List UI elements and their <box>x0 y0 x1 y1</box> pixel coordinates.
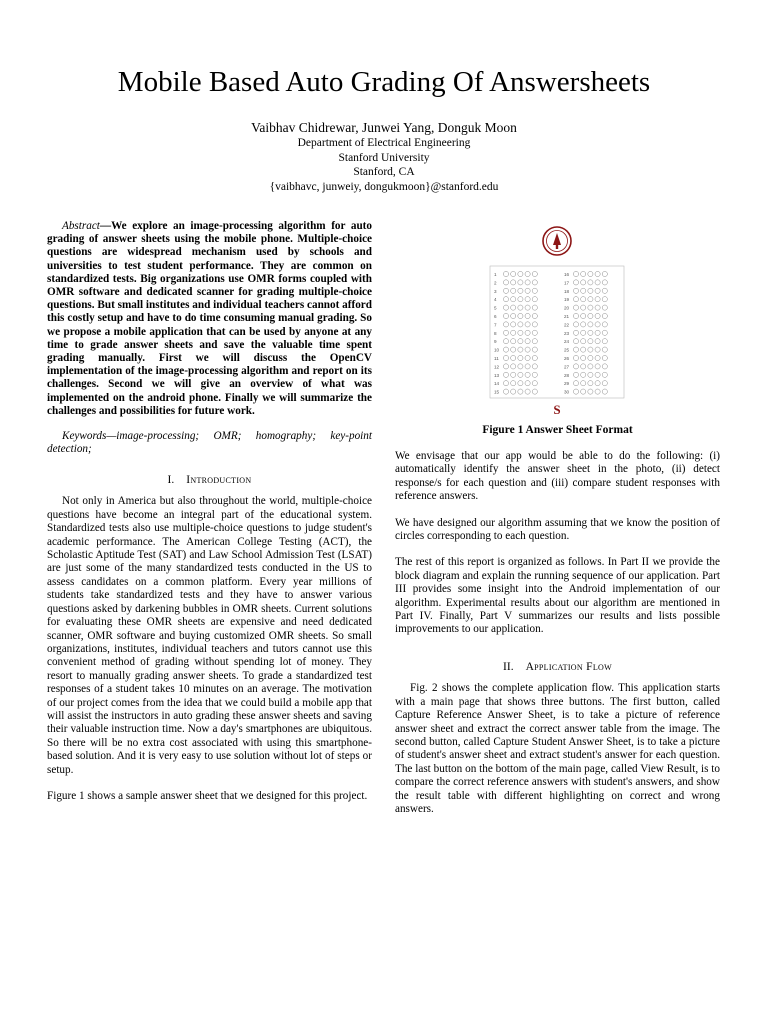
answer-bubble <box>532 313 537 318</box>
question-number: 1 <box>494 272 497 277</box>
answer-bubble <box>588 280 593 285</box>
question-number: 28 <box>564 372 570 378</box>
answer-bubble <box>588 364 593 369</box>
question-number: 18 <box>564 288 570 294</box>
answer-bubble <box>511 305 516 310</box>
paper-title: Mobile Based Auto Grading Of Answersheets <box>117 66 651 98</box>
answer-bubble <box>511 280 516 285</box>
answer-bubble <box>595 372 600 377</box>
answer-bubble <box>511 297 516 302</box>
answer-bubble <box>588 305 593 310</box>
question-number: 19 <box>564 297 570 303</box>
answer-bubble <box>588 271 593 276</box>
answer-bubble <box>511 313 516 318</box>
section-heading-introduction <box>47 474 372 487</box>
answer-bubble <box>602 355 607 360</box>
answer-bubble <box>518 330 523 335</box>
question-number: 12 <box>494 364 500 370</box>
answer-bubble <box>532 271 537 276</box>
answer-bubble <box>525 322 530 327</box>
answer-bubble <box>525 381 530 386</box>
answer-bubble <box>581 305 586 310</box>
answer-bubble <box>581 372 586 377</box>
answer-bubble <box>595 271 600 276</box>
answer-bubble <box>602 297 607 302</box>
answer-bubble <box>503 364 508 369</box>
abstract: Abstract—We explore an image-processing algorithm for auto grading of answer sheets using the mobile phone. Multiple-choice questions are widespread mechanism used by schools and universities to test student performance. They are common on standardized tests. Big organizations use OMR forms coupled with OMR software and dedicated scanner for grading multiple-choice questions. But small institutes and individual teachers cannot afford this costly setup and have to do time consuming manual grading. So we propose a mobile application that can be used by anyone at any time to grade answer sheets and save the valuable time spent grading manually. First we will discuss the OpenCV implementation of the image-processing algorithm and report on its challenges. Second we will give an overview of what was implemented on the android phone. Finally we will summarize the challenges and possibilities for future work. <box>47 220 372 417</box>
question-number: 24 <box>564 339 570 345</box>
answer-bubble <box>511 347 516 352</box>
bubble-grid-border <box>490 266 624 398</box>
answer-bubble <box>573 372 578 377</box>
keywords: Keywords—image-processing; OMR; homography; key-point detection; <box>47 430 372 456</box>
question-number: 25 <box>564 347 570 353</box>
answer-bubble <box>518 389 523 394</box>
answer-bubble <box>595 330 600 335</box>
answer-bubble <box>581 330 586 335</box>
answer-bubble <box>602 372 607 377</box>
question-number: 3 <box>494 288 497 294</box>
figure-caption: Figure 1 Answer Sheet Format <box>482 424 633 436</box>
answer-bubble <box>581 339 586 344</box>
paper-authors: Vaibhav Chidrewar, Junwei Yang, Donguk Moon <box>251 120 517 135</box>
right-paragraph-3: The rest of this report is organized as follows. In Part II we provide the block diagram and explain the running sequence of our application. Part III provides some insight into the Android implementation of our algorithm. Experimental results about our algorithm are mentioned in Part IV. Finally, Part V summarizes our results and lists possible improvements to our application. <box>395 556 720 636</box>
answer-bubble <box>518 364 523 369</box>
answer-bubble <box>581 297 586 302</box>
answer-bubble <box>602 330 607 335</box>
answer-bubble <box>588 355 593 360</box>
question-number: 10 <box>494 347 500 353</box>
abstract-text: We explore an image-processing algorithm for auto grading of answer sheets using the mobile phone. Multiple-choice questions are widespread mechanism used by schools and universities to test student performance. They are common on standardized tests. Big organizations use OMR forms coupled with OMR software and dedicated scanner for grading multiple-choice questions. But small institutes and individual teachers cannot afford this costly setup and have to do time consuming manual grading. So we propose a mobile application that can be used by anyone at any time to grade answer sheets and save the valuable time spent grading manually. First we will discuss the OpenCV implementation of the image-processing algorithm and report on its challenges. Second we will give an overview of what was implemented on the android phone. Finally we will summarize the challenges and possibilities for future work. <box>47 220 372 417</box>
answer-bubble <box>525 389 530 394</box>
answer-bubble <box>503 280 508 285</box>
answer-bubble <box>503 330 508 335</box>
question-number: 15 <box>494 389 500 395</box>
answer-bubble <box>595 389 600 394</box>
answer-bubble <box>595 297 600 302</box>
question-number: 5 <box>494 305 497 311</box>
answer-bubble <box>573 347 578 352</box>
question-number: 22 <box>564 322 570 328</box>
answer-bubble <box>525 339 530 344</box>
answer-bubble <box>573 288 578 293</box>
answer-bubble <box>525 280 530 285</box>
answer-bubble <box>573 297 578 302</box>
question-number: 29 <box>564 381 570 387</box>
answer-bubble <box>595 313 600 318</box>
section-title: Introduction <box>186 474 252 487</box>
answer-bubble <box>503 297 508 302</box>
answer-bubble <box>602 280 607 285</box>
answer-bubble <box>532 330 537 335</box>
answer-bubble <box>532 297 537 302</box>
bubble-column-right <box>564 271 607 394</box>
answer-bubble <box>525 305 530 310</box>
section-number: II. <box>503 660 514 673</box>
answer-bubble <box>532 305 537 310</box>
answer-bubble <box>588 381 593 386</box>
answer-bubble <box>595 381 600 386</box>
answer-bubble <box>503 322 508 327</box>
answer-bubble <box>532 288 537 293</box>
answer-bubble <box>525 364 530 369</box>
answer-bubble <box>573 271 578 276</box>
answer-bubble <box>503 339 508 344</box>
answer-bubble <box>503 355 508 360</box>
answer-bubble <box>525 271 530 276</box>
answer-bubble <box>595 355 600 360</box>
question-number: 27 <box>564 364 570 370</box>
answer-bubble <box>595 305 600 310</box>
right-column <box>395 450 720 816</box>
stanford-logo-icon <box>553 402 560 417</box>
answer-bubble <box>525 347 530 352</box>
answer-bubble <box>573 305 578 310</box>
answer-bubble <box>581 313 586 318</box>
answer-bubble <box>511 322 516 327</box>
answer-bubble <box>511 330 516 335</box>
answer-bubble <box>518 347 523 352</box>
question-number: 30 <box>564 389 570 395</box>
question-number: 4 <box>494 297 497 303</box>
answer-bubble <box>503 305 508 310</box>
answer-sheet-image <box>488 222 626 420</box>
answer-bubble <box>518 313 523 318</box>
question-number: 23 <box>564 330 570 336</box>
answer-bubble <box>581 381 586 386</box>
answer-bubble <box>518 355 523 360</box>
question-number: 14 <box>494 381 500 387</box>
answer-bubble <box>573 364 578 369</box>
bubble-column-left <box>494 271 537 394</box>
answer-bubble <box>581 389 586 394</box>
answer-bubble <box>602 288 607 293</box>
answer-bubble <box>588 288 593 293</box>
answer-bubble <box>573 322 578 327</box>
answer-bubble <box>581 288 586 293</box>
answer-bubble <box>518 339 523 344</box>
question-number: 2 <box>494 280 497 286</box>
answer-bubble <box>602 305 607 310</box>
answer-bubble <box>581 271 586 276</box>
answer-bubble <box>511 372 516 377</box>
answer-bubble <box>518 297 523 302</box>
answer-bubble <box>602 271 607 276</box>
department: Department of Electrical Engineering <box>297 137 471 149</box>
answer-bubble <box>525 330 530 335</box>
answer-bubble <box>518 288 523 293</box>
author-affiliation <box>0 136 768 194</box>
answer-bubble <box>573 355 578 360</box>
answer-bubble <box>581 355 586 360</box>
university: Stanford University <box>338 151 430 164</box>
answer-bubble <box>588 330 593 335</box>
answer-bubble <box>525 355 530 360</box>
answer-bubble <box>532 280 537 285</box>
answer-bubble <box>532 389 537 394</box>
answer-bubble <box>573 389 578 394</box>
answer-bubble <box>511 355 516 360</box>
answer-bubble <box>588 389 593 394</box>
answer-bubble <box>602 347 607 352</box>
right-paragraph-1: We envisage that our app would be able to do the following: (i) automatically identify the answer sheet in the photo, (ii) detect response/s for each question and (iii) compare student responses with reference answers. <box>395 450 720 503</box>
answer-bubble <box>581 280 586 285</box>
question-number: 17 <box>564 280 570 286</box>
answer-bubble <box>602 364 607 369</box>
answer-bubble <box>518 372 523 377</box>
answer-bubble <box>602 313 607 318</box>
answer-bubble <box>532 372 537 377</box>
answer-bubble <box>588 372 593 377</box>
answer-bubble <box>595 339 600 344</box>
answer-bubble <box>503 381 508 386</box>
answer-bubble <box>518 305 523 310</box>
answer-bubble <box>581 322 586 327</box>
answer-bubble <box>573 381 578 386</box>
answer-bubble <box>503 347 508 352</box>
question-number: 21 <box>564 314 570 319</box>
answer-bubble <box>503 271 508 276</box>
question-number: 13 <box>494 372 500 378</box>
answer-bubble <box>595 364 600 369</box>
answer-bubble <box>518 381 523 386</box>
answer-bubble <box>525 297 530 302</box>
answer-bubble <box>532 381 537 386</box>
answer-bubble <box>525 288 530 293</box>
answer-bubble <box>573 280 578 285</box>
question-number: 6 <box>494 314 497 319</box>
author-emails: {vaibhavc, junweiy, dongukmoon}@stanford.edu <box>269 180 499 193</box>
answer-bubble <box>588 297 593 302</box>
section-heading-application-flow <box>395 661 720 674</box>
abstract-lead: Abstract <box>62 220 100 232</box>
app-flow-paragraph-1: Fig. 2 shows the complete application flow. This application starts with a main page that shows three buttons. The first button, called Capture Reference Answer Sheet, is to take a picture of reference answer sheet and extract the correct answer table from the image. The second button, called Capture Student Answer Sheet, is to take a picture of student's answer sheet and extract student's answer for each question. The last button on the bottom of the main page, called View Result, is to compare the correct reference answers with student's answers, and show the result table with different highlighting on correct and wrong answers. <box>395 682 720 815</box>
answer-bubble <box>581 347 586 352</box>
answer-bubble <box>595 347 600 352</box>
answer-bubble <box>595 322 600 327</box>
answer-bubble <box>602 389 607 394</box>
question-number: 20 <box>564 305 570 311</box>
answer-bubble <box>588 322 593 327</box>
section-number: I. <box>167 474 175 487</box>
answer-bubble <box>532 355 537 360</box>
question-number: 9 <box>494 339 497 345</box>
answer-bubble <box>511 288 516 293</box>
answer-bubble <box>525 372 530 377</box>
question-number: 11 <box>494 356 499 361</box>
answer-bubble <box>532 339 537 344</box>
answer-bubble <box>503 389 508 394</box>
section-title: Application Flow <box>525 660 612 673</box>
answer-bubble <box>532 347 537 352</box>
answer-bubble <box>588 313 593 318</box>
answer-bubble <box>602 322 607 327</box>
answer-bubble <box>595 280 600 285</box>
answer-bubble <box>511 339 516 344</box>
answer-bubble <box>573 339 578 344</box>
answer-bubble <box>532 364 537 369</box>
location: Stanford, CA <box>353 166 415 178</box>
svg-text:S: S <box>553 402 561 417</box>
answer-sheet-figure <box>488 222 626 420</box>
answer-bubble <box>503 288 508 293</box>
answer-bubble <box>573 313 578 318</box>
intro-paragraph-2: Figure 1 shows a sample answer sheet that we designed for this project. <box>47 789 368 802</box>
answer-bubble <box>511 381 516 386</box>
answer-bubble <box>511 364 516 369</box>
answer-bubble <box>532 322 537 327</box>
right-paragraph-2: We have designed our algorithm assuming that we know the position of circles corresponding to each question. <box>395 516 720 543</box>
answer-bubble <box>595 288 600 293</box>
answer-bubble <box>511 389 516 394</box>
stanford-seal-icon <box>543 227 571 255</box>
answer-bubble <box>588 339 593 344</box>
answer-bubble <box>602 381 607 386</box>
answer-bubble <box>503 313 508 318</box>
answer-bubble <box>525 313 530 318</box>
answer-bubble <box>518 271 523 276</box>
left-column <box>47 220 372 803</box>
question-number: 16 <box>564 272 570 277</box>
answer-bubble <box>511 271 516 276</box>
answer-bubble <box>588 347 593 352</box>
answer-bubble <box>581 364 586 369</box>
answer-bubble <box>503 372 508 377</box>
answer-bubble <box>602 339 607 344</box>
answer-bubble <box>518 280 523 285</box>
question-number: 7 <box>494 322 497 328</box>
answer-bubble <box>518 322 523 327</box>
question-number: 8 <box>494 330 497 336</box>
question-number: 26 <box>564 356 570 361</box>
intro-paragraph-1: Not only in America but also throughout the world, multiple-choice questions have become an integral part of the educational system. Standardized tests also use multiple-choice questions to judge student's academic performance. The American College Testing (ACT), the Scholastic Aptitude Test (SAT) and Law School Admission Test (LSAT) are just some of the many standardized tests conducted in the US to assess candidates on a common platform. Every year millions of students take standardized tests and they have to answer various questions asked by darkening bubbles in OMR sheets. Current solutions for evaluating these OMR sheets are expensive and need dedicated scanner, OMR software and buying customized OMR sheets. So small organizations, institutes, individual teachers and tutors cannot use this convenient method of grading without spending lot of money. They resort to manually grading answer sheets. To grade a standardized test responses of a student takes 10 minutes on an average. The motivation of our project comes from the idea that we could build a mobile app that will assist the instructors in auto grading these answer sheets and saving their valuable instruction time. Now a day's smartphones are ubiquitous. So there will be no extra cost associated with using this smartphone-based solution. And it is very easy to use solution without lot of steps or setup. <box>47 495 372 776</box>
answer-bubble <box>573 330 578 335</box>
